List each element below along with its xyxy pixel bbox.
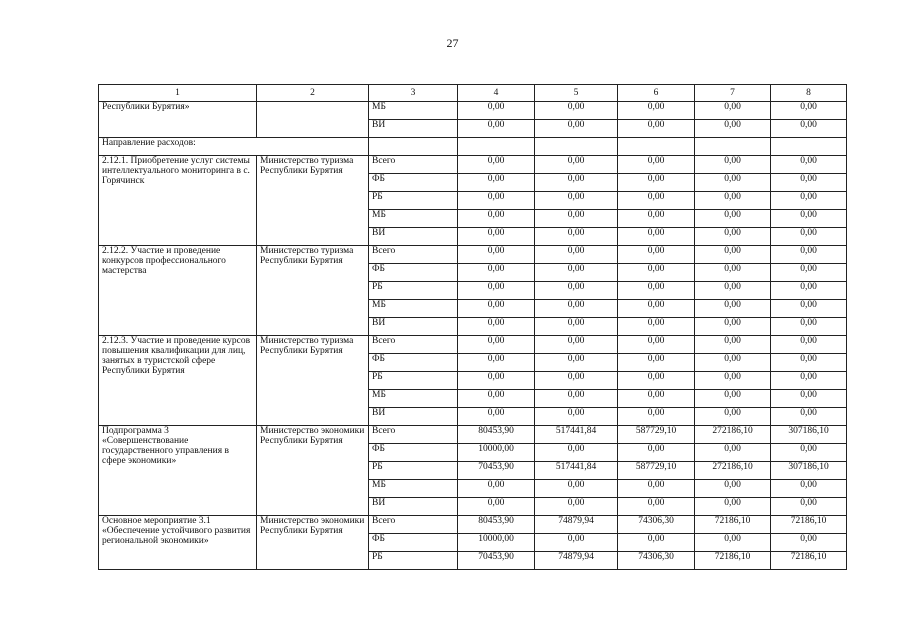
value-cell: 0,00 (458, 156, 535, 174)
source-cell: МБ (369, 390, 458, 408)
table-row (99, 246, 847, 264)
value-cell: 0,00 (771, 354, 847, 372)
source-cell: ВИ (369, 408, 458, 426)
value-cell: 0,00 (695, 192, 771, 210)
value-cell: 72186,10 (695, 552, 771, 570)
value-cell: 0,00 (618, 174, 695, 192)
value-cell: 0,00 (695, 480, 771, 498)
budget-table (98, 84, 847, 570)
value-cell: 0,00 (535, 192, 618, 210)
value-cell: 0,00 (535, 282, 618, 300)
value-cell: 0,00 (695, 282, 771, 300)
value-cell: 0,00 (535, 534, 618, 552)
value-cell: 0,00 (618, 156, 695, 174)
executor-cell: Министерство туризма Республики Бурятия (257, 336, 369, 426)
value-cell: 0,00 (458, 246, 535, 264)
value-cell: 72186,10 (695, 516, 771, 534)
value-cell: 0,00 (771, 372, 847, 390)
value-cell: 0,00 (535, 354, 618, 372)
value-cell: 74879,94 (535, 516, 618, 534)
column-header: 1 (99, 85, 257, 102)
value-cell: 0,00 (458, 408, 535, 426)
value-cell: 0,00 (771, 498, 847, 516)
value-cell: 0,00 (458, 372, 535, 390)
value-cell: 74879,94 (535, 552, 618, 570)
value-cell: 0,00 (695, 102, 771, 120)
value-cell: 0,00 (618, 300, 695, 318)
source-cell: МБ (369, 210, 458, 228)
source-cell: Всего (369, 516, 458, 534)
value-cell: 0,00 (618, 498, 695, 516)
value-cell: 0,00 (618, 318, 695, 336)
value-cell: 0,00 (618, 282, 695, 300)
table-row (99, 156, 847, 174)
empty-cell (695, 138, 771, 156)
value-cell: 0,00 (535, 120, 618, 138)
value-cell: 0,00 (535, 390, 618, 408)
value-cell: 0,00 (458, 498, 535, 516)
source-cell: Всего (369, 426, 458, 444)
value-cell: 0,00 (618, 264, 695, 282)
value-cell: 0,00 (771, 408, 847, 426)
value-cell: 0,00 (458, 480, 535, 498)
value-cell: 0,00 (458, 264, 535, 282)
value-cell: 0,00 (618, 102, 695, 120)
value-cell: 0,00 (535, 498, 618, 516)
value-cell: 10000,00 (458, 534, 535, 552)
value-cell: 0,00 (771, 264, 847, 282)
value-cell: 74306,30 (618, 516, 695, 534)
table-row (99, 336, 847, 354)
value-cell: 0,00 (535, 228, 618, 246)
value-cell: 0,00 (771, 480, 847, 498)
value-cell: 517441,84 (535, 426, 618, 444)
value-cell: 587729,10 (618, 426, 695, 444)
value-cell: 0,00 (458, 354, 535, 372)
value-cell: 0,00 (771, 192, 847, 210)
source-cell: ВИ (369, 228, 458, 246)
value-cell: 10000,00 (458, 444, 535, 462)
source-cell: Всего (369, 336, 458, 354)
item-name-cell: Подпрограмма 3 «Совершенствование государственного управления в сфере экономики» (99, 426, 257, 516)
source-cell: РБ (369, 192, 458, 210)
value-cell: 0,00 (771, 444, 847, 462)
value-cell: 0,00 (771, 390, 847, 408)
value-cell: 0,00 (535, 318, 618, 336)
source-cell: РБ (369, 462, 458, 480)
value-cell: 0,00 (771, 228, 847, 246)
value-cell: 272186,10 (695, 426, 771, 444)
value-cell: 0,00 (771, 282, 847, 300)
source-cell: ФБ (369, 444, 458, 462)
value-cell: 0,00 (458, 318, 535, 336)
value-cell: 70453,90 (458, 462, 535, 480)
empty-cell (618, 138, 695, 156)
source-cell: ВИ (369, 120, 458, 138)
executor-cell: Министерство туризма Республики Бурятия (257, 246, 369, 336)
item-name-cell: Республики Бурятия» (99, 102, 257, 138)
empty-cell (535, 138, 618, 156)
table-row (99, 102, 847, 120)
value-cell: 0,00 (695, 264, 771, 282)
value-cell: 70453,90 (458, 552, 535, 570)
value-cell: 0,00 (535, 336, 618, 354)
value-cell: 0,00 (695, 246, 771, 264)
value-cell: 0,00 (771, 210, 847, 228)
value-cell: 0,00 (695, 336, 771, 354)
value-cell: 0,00 (458, 336, 535, 354)
value-cell: 72186,10 (771, 552, 847, 570)
value-cell: 0,00 (618, 336, 695, 354)
value-cell: 0,00 (535, 264, 618, 282)
value-cell: 0,00 (618, 444, 695, 462)
column-header: 4 (458, 85, 535, 102)
value-cell: 74306,30 (618, 552, 695, 570)
value-cell: 0,00 (771, 174, 847, 192)
direction-row (99, 138, 847, 156)
value-cell: 0,00 (618, 534, 695, 552)
value-cell: 72186,10 (771, 516, 847, 534)
value-cell: 0,00 (618, 192, 695, 210)
value-cell: 0,00 (458, 120, 535, 138)
header-row (99, 85, 847, 102)
source-cell: РБ (369, 552, 458, 570)
value-cell: 0,00 (618, 228, 695, 246)
value-cell: 0,00 (771, 300, 847, 318)
value-cell: 587729,10 (618, 462, 695, 480)
direction-label: Направление расходов: (99, 138, 369, 156)
value-cell: 0,00 (618, 372, 695, 390)
value-cell: 0,00 (771, 336, 847, 354)
value-cell: 0,00 (458, 210, 535, 228)
value-cell: 0,00 (695, 498, 771, 516)
executor-cell: Министерство экономики Республики Бурятия (257, 516, 369, 570)
value-cell: 80453,90 (458, 516, 535, 534)
empty-cell (458, 138, 535, 156)
value-cell: 517441,84 (535, 462, 618, 480)
executor-cell (257, 102, 369, 138)
value-cell: 0,00 (458, 300, 535, 318)
value-cell: 0,00 (535, 210, 618, 228)
source-cell: ФБ (369, 174, 458, 192)
value-cell: 0,00 (618, 246, 695, 264)
value-cell: 0,00 (618, 480, 695, 498)
value-cell: 0,00 (771, 246, 847, 264)
column-header: 8 (771, 85, 847, 102)
value-cell: 0,00 (458, 192, 535, 210)
value-cell: 0,00 (695, 408, 771, 426)
column-header: 7 (695, 85, 771, 102)
table-row (99, 516, 847, 534)
value-cell: 0,00 (458, 228, 535, 246)
column-header: 6 (618, 85, 695, 102)
item-name-cell: 2.12.3. Участие и проведение курсов повышения квалификации для лиц, занятых в туристской сфере Республики Бурятия (99, 336, 257, 426)
column-header: 5 (535, 85, 618, 102)
empty-cell (369, 138, 458, 156)
value-cell: 0,00 (458, 174, 535, 192)
value-cell: 0,00 (771, 102, 847, 120)
source-cell: ВИ (369, 498, 458, 516)
value-cell: 0,00 (695, 444, 771, 462)
value-cell: 0,00 (535, 480, 618, 498)
column-header: 3 (369, 85, 458, 102)
source-cell: ВИ (369, 318, 458, 336)
executor-cell: Министерство экономики Республики Бурятия (257, 426, 369, 516)
value-cell: 0,00 (618, 354, 695, 372)
value-cell: 0,00 (618, 390, 695, 408)
source-cell: МБ (369, 300, 458, 318)
source-cell: ФБ (369, 354, 458, 372)
table-row (99, 426, 847, 444)
source-cell: МБ (369, 102, 458, 120)
executor-cell: Министерство туризма Республики Бурятия (257, 156, 369, 246)
source-cell: Всего (369, 156, 458, 174)
source-cell: ФБ (369, 534, 458, 552)
item-name-cell: 2.12.2. Участие и проведение конкурсов профессионального мастерства (99, 246, 257, 336)
value-cell: 0,00 (771, 318, 847, 336)
value-cell: 0,00 (535, 246, 618, 264)
value-cell: 0,00 (535, 444, 618, 462)
value-cell: 0,00 (618, 120, 695, 138)
empty-cell (771, 138, 847, 156)
value-cell: 0,00 (695, 228, 771, 246)
item-name-cell: 2.12.1. Приобретение услуг системы интеллектуального мониторинга в с. Горячинск (99, 156, 257, 246)
value-cell: 272186,10 (695, 462, 771, 480)
value-cell: 80453,90 (458, 426, 535, 444)
value-cell: 0,00 (458, 102, 535, 120)
source-cell: РБ (369, 372, 458, 390)
value-cell: 307186,10 (771, 426, 847, 444)
value-cell: 0,00 (695, 534, 771, 552)
value-cell: 0,00 (458, 390, 535, 408)
source-cell: Всего (369, 246, 458, 264)
value-cell: 0,00 (695, 318, 771, 336)
value-cell: 0,00 (535, 300, 618, 318)
value-cell: 0,00 (535, 372, 618, 390)
value-cell: 0,00 (695, 156, 771, 174)
value-cell: 0,00 (695, 300, 771, 318)
value-cell: 307186,10 (771, 462, 847, 480)
value-cell: 0,00 (535, 102, 618, 120)
value-cell: 0,00 (771, 120, 847, 138)
value-cell: 0,00 (618, 210, 695, 228)
value-cell: 0,00 (618, 408, 695, 426)
source-cell: РБ (369, 282, 458, 300)
value-cell: 0,00 (535, 156, 618, 174)
value-cell: 0,00 (695, 120, 771, 138)
value-cell: 0,00 (535, 174, 618, 192)
value-cell: 0,00 (695, 354, 771, 372)
value-cell: 0,00 (695, 372, 771, 390)
value-cell: 0,00 (458, 282, 535, 300)
value-cell: 0,00 (695, 210, 771, 228)
value-cell: 0,00 (771, 156, 847, 174)
value-cell: 0,00 (535, 408, 618, 426)
table-body (99, 102, 847, 570)
source-cell: МБ (369, 480, 458, 498)
column-header: 2 (257, 85, 369, 102)
item-name-cell: Основное мероприятие 3.1 «Обеспечение устойчивого развития региональной экономики» (99, 516, 257, 570)
value-cell: 0,00 (771, 534, 847, 552)
source-cell: ФБ (369, 264, 458, 282)
page-number: 27 (446, 36, 459, 50)
value-cell: 0,00 (695, 390, 771, 408)
value-cell: 0,00 (695, 174, 771, 192)
